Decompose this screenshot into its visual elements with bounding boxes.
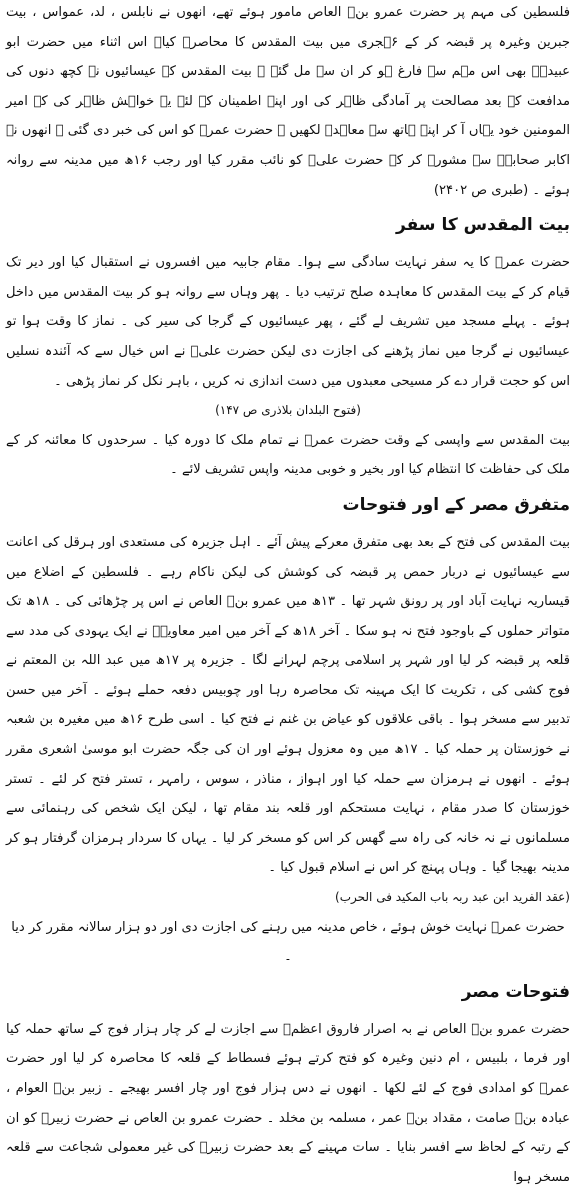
citation-iqd-al-farid: (عقد الفرید ابن عبد ربہ باب المکید فی الحرب)	[335, 890, 570, 905]
citation-futuh-al-buldan: (فتوح البلدان بلاذری ص ۱۴۷)	[215, 403, 361, 418]
paragraph-other-battles: بیت المقدس کی فتح کے بعد بھی متفرق معرکے پیش آئے ۔ اہل جزیرہ کی مستعدی اور ہرقل کی اعانت سے عیسائیوں نے دربار حمص پر قبضہ کی کوشش کی لیکن ناکام رہے ۔ فلسطین کے اضلاع میں قیساریہ نہایت آباد اور پر رونق شہر تھا ۔ ۱۳ھ میں عمرو بنؓ العاص نے اس پر چڑھائی کی ۔ ۱۸ھ تک متواتر حملوں کے باوجود فتح نہ ہو سکا ۔ آخر ۱۸ھ کے آخر میں امیر معاویہؓ نے ایک یہودی کی مدد سے قلعہ پر قبضہ کر لیا اور شہر پر اسلامی پرچم لہرانے لگا ۔ جزیرہ پر ۱۷ھ میں عبد اللہ بن المعتم نے فوج کشی کی ، تکریت کا ایک مہینہ تک محاصرہ رہا اور چوبیس دفعہ حملے ہوئے ۔ آخر میں حسن تدبیر سے مسخر ہوا ۔ باقی علاقوں کو عیاض بن غنم نے فتح کیا ۔ اسی طرح ۱۶ھ میں مغیرہ بن شعبہ نے خوزستان پر حملہ کیا ۔ ۱۷ھ میں وہ معزول ہوئے اور ان کی جگہ حضرت ابو موسیٰ اشعری مقرر ہوئے ۔ انھوں نے ہرمزان سے حملہ کیا اور اہواز ، مناذر ، سوس ، رامہر ، تستر فتح کر لئے ۔ تستر خوزستان کا صدر مقام ، نہایت مستحکم اور قلعہ بند مقام تھا ، لیکن ایک شخص کی رہنمائی سے مسلمانوں نے نہ خانہ کی راہ سے گھس کر اس کو مسخر کر لیا ۔ یہاں کا سردار ہرمزان گرفتار ہو کر مدینہ بھیجا گیا ۔ وہاں پہنچ کر اس نے اسلام قبول کیا ۔	[6, 534, 571, 876]
paragraph-return-from-jerusalem: بیت المقدس سے واپسی کے وقت حضرت عمرؓ نے تمام ملک کا دورہ کیا ۔ سرحدوں کا معائنہ کر کے ملک کی حفاظت کا انتظام کیا اور بخیر و خوبی مدینہ واپس تشریف لائے ۔	[6, 432, 570, 478]
heading-other-battles: متفرق مصر کے اور فتوحات	[342, 494, 570, 515]
heading-conquest-of-egypt: فتوحات مصر	[461, 981, 570, 1002]
paragraph-umar-pleased: حضرت عمرؓ نہایت خوش ہوئے ، خاص مدینہ میں رہنے کی اجازت دی اور دو ہزار سالانہ مقرر کر دیا ۔	[11, 919, 565, 965]
paragraph-palestine-campaign: فلسطین کی مہم پر حضرت عمرو بنؓ العاص مامور ہوئے تھے، انھوں نے نابلس ، لد، عمواس ، بیت جبرین وغیرہ پر قبضہ کر کے ۶ہجری میں بیت المقدس کا محاصرہ کیا۔ اس اثناء میں حضرت ابو عبیدہؓ بھی اس مہم سے فارغ ہو کر ان سے مل گئے ۔ بیت المقدس کے عیسائیوں نے کچھ دنوں کی مدافعت کے بعد مصالحت پر آمادگی ظاہر کی اور اپنے اطمینان کے لئے یہ خواہش ظاہر کی کہ امیر المومنین خود یہاں آ کر اپنے ہاتھ سے معاہدہ لکھیں ۔ حضرت عمرؓ کو اس کی خبر دی گئی ۔ انھوں نے اکابر صحابہؓ سے مشورہ کر کے حضرت علیؓ کو نائب مقرر کیا اور رجب ۱۶ھ میں مدینہ سے روانہ ہوئے ۔ (طبری ص ۲۴۰۲)	[6, 5, 571, 198]
paragraph-conquest-of-egypt: حضرت عمرو بنؓ العاص نے بہ اصرار فاروق اعظمؓ سے اجازت لے کر چار ہزار فوج کے ساتھ حملہ کیا اور فرما ، بلبیس ، ام دنین وغیرہ کو فتح کرتے ہوئے فسطاط کے قلعہ کا محاصرہ کر لیا اور حضرت عمرؓ کو امدادی فوج کے لئے لکھا ۔ انھوں نے دس ہزار فوج اور چار افسر بھیجے ۔ زبیر بنؓ العوام ، عبادہ بنؓ صامت ، مقداد بنؓ عمر ، مسلمہ بن مخلد ۔ حضرت عمرو بن العاص نے حضرت زبیرؓ کو ان کے رتبہ کے لحاظ سے افسر بنایا ۔ سات مہینے کے بعد حضرت زبیرؓ کی غیر معمولی شجاعت سے قلعہ مسخر ہوا	[6, 1021, 570, 1185]
heading-jerusalem-journey: بیت المقدس کا سفر	[396, 215, 570, 236]
paragraph-jerusalem-journey: حضرت عمرؓ کا یہ سفر نہایت سادگی سے ہوا۔ مقام جابیہ میں افسروں نے استقبال کیا اور دیر تک قیام کر کے بیت المقدس کا معاہدہ صلح ترتیب دیا ۔ پھر وہاں سے روانہ ہو کر بیت المقدس میں داخل ہوئے ۔ پہلے مسجد میں تشریف لے گئے ، پھر عیسائیوں کے گرجا کی سیر کی ۔ نماز کا وقت ہوا تو عیسائیوں نے گرجا میں نماز پڑھنے کی اجازت دی لیکن حضرت علیؓ نے اس خیال سے کہ آئندہ نسلیں اس کو حجت قرار دے کر مسیحی معبدوں میں دست اندازی نہ کریں ، باہر نکل کر نماز پڑھی ۔	[6, 255, 570, 389]
